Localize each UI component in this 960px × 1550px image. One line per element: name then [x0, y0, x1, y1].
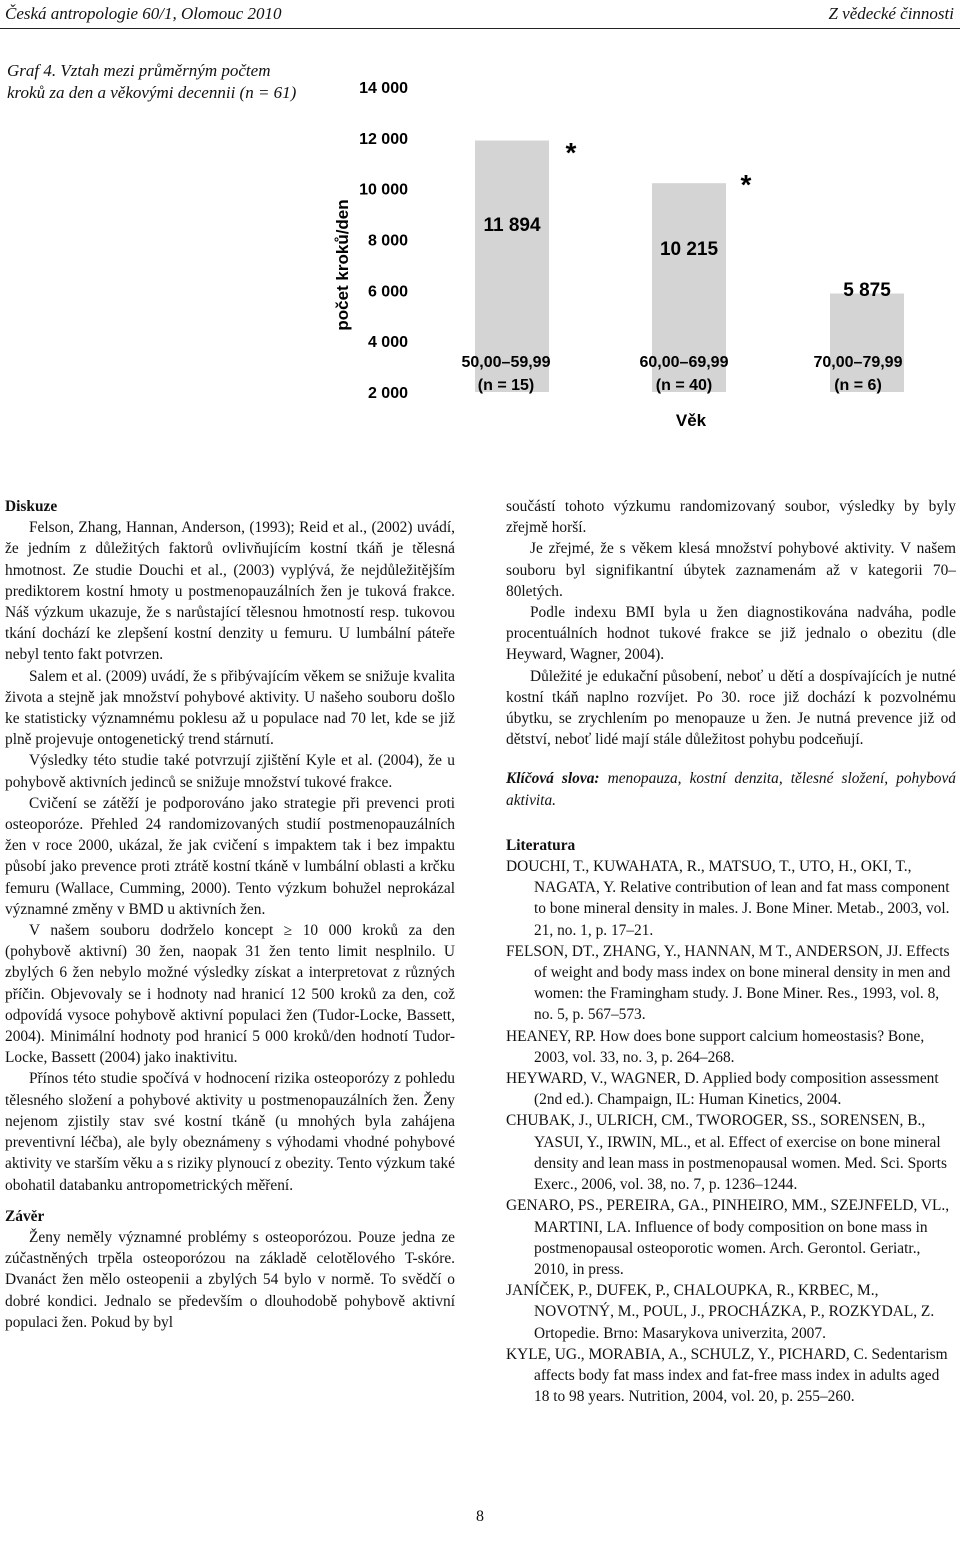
- header-rule: [0, 28, 960, 29]
- x-axis-label: Věk: [675, 411, 707, 430]
- paragraph: Důležité je edukační působení, neboť u dětí a dospívajících je nutné kostní tkáň naplno rozvíjet. Po 30. roce již dochází k pozvolnému úbytku, se zrychlením po menopauze u žen. Je nutná prevence již od dětství, neboť lidé mají stále důležitost pohybu podceňují.: [506, 667, 956, 749]
- y-tick-label: 6 000: [367, 283, 408, 301]
- keywords-label: Klíčová slova:: [506, 770, 600, 788]
- section-heading-zaver: Závěr: [5, 1207, 45, 1225]
- paragraph: Felson, Zhang, Hannan, Anderson, (1993); Reid et al., (2002) uvádí, že jedním z důležitých faktorů ovlivňujícím kostní tkáň je tělesná hmotnost. Ze studie Douchi et al., (2003) vyplývá, že nejdůležitějším prediktorem kostní hmoty u postmenopauzálních žen je tuková frakce. Náš výzkum ukazuje, že s narůstající tělesnou hmotností resp. tukovou tkání dochází ke zlepšení kostní denzity u femuru. U lumbální páteře nebyl tento fakt potvrzen.: [5, 519, 455, 664]
- left-column: [5, 496, 455, 1333]
- x-category-n: (n = 15): [477, 377, 535, 394]
- reference-item: KYLE, UG., MORABIA, A., SCHULZ, Y., PICHARD, C. Sedentarism affects body fat mass index and fat-free mass index in adults aged 18 to 98 years. Nutrition, 2004, vol. 20, p. 255–260.: [506, 1345, 948, 1406]
- y-tick-label: 14 000: [359, 80, 408, 97]
- paragraph: Salem et al. (2009) uvádí, že s přibývajícím věkem se snižuje kvalita života a stejně jak množství pohybové aktivity. U našeho souboru došlo ke statisticky významnému poklesu až u populace nad 70 let, kde se již plně projevuje ontogenetický trend stárnutí.: [5, 667, 455, 749]
- section-heading-literatura: Literatura: [506, 836, 576, 854]
- section-heading-diskuze: Diskuze: [5, 498, 58, 515]
- x-category-label: 50,00–59,99: [461, 354, 551, 371]
- paragraph: Podle indexu BMI byla u žen diagnostikována nadváha, podle procentuálních hodnot tukové frakce se již jednalo o obezitu (dle Heyward, Wagner, 2004).: [506, 604, 956, 664]
- reference-item: CHUBAK, J., ULRICH, CM., TWOROGER, SS., SORENSEN, B., YASUI, Y., IRWIN, ML., et al. Effect of exercise on bone mineral density and lean mass in postmenopausal women. Med. Sci. Sports Exerc., 2006, vol. 38, no. 7, p. 1236–1244.: [506, 1112, 947, 1194]
- y-axis-label: počet kroků/den: [333, 199, 352, 331]
- y-tick-label: 4 000: [367, 334, 408, 352]
- x-category-n: (n = 6): [834, 377, 882, 394]
- x-category-n: (n = 40): [655, 377, 713, 394]
- significance-marker-1: *: [565, 137, 577, 168]
- running-header-journal: Česká antropologie 60/1, Olomouc 2010: [5, 4, 282, 23]
- reference-item: GENARO, PS., PEREIRA, GA., PINHEIRO, MM., SZEJNFELD, VL., MARTINI, LA. Influence of body composition on bone mass in postmenopausal osteoporotic women. Arch. Gerontol. Geriatr., 2010, in press.: [506, 1197, 950, 1278]
- y-tick-label: 10 000: [359, 181, 408, 199]
- y-tick-label: 2 000: [367, 385, 408, 402]
- bar-chart: [320, 60, 940, 440]
- keywords-text: menopauza, kostní denzita, tělesné složení, pohybová aktivita.: [506, 770, 956, 809]
- paragraph: V našem souboru dodrželo koncept ≥ 10 000 kroků za den (pohybově aktivní) 30 žen, naopak 31 žen tento limit nesplnilo. U zbylých 6 žen nebylo možné výsledky získat a interpretovat z různých příčin. Objevovaly se i hodnoty nad hranicí 12 500 kroků za den, což odpovídá vysoce pohybově aktivní populaci žen (Tudor-Locke, Bassett, 2004). Minimální hodnoty pod hranicí 5 000 kroků/den hodnotí Tudor-Locke, Bassett (2004) jako inaktivitu.: [5, 922, 455, 1067]
- x-category-label: 70,00–79,99: [813, 354, 903, 371]
- y-axis-ticks: [359, 80, 408, 402]
- paragraph: součástí tohoto výzkumu randomizovaný soubor, výsledky by byly zřejmě horší.: [506, 498, 956, 537]
- reference-item: JANÍČEK, P., DUFEK, P., CHALOUPKA, R., KRBEC, M., NOVOTNÝ, M., POUL, J., PROCHÁZKA, P., ROZKYDAL, Z. Ortopedie. Brno: Masarykova univerzita, 2007.: [506, 1282, 935, 1342]
- paragraph: Cvičení se zátěží je podporováno jako strategie při prevenci proti osteoporóze. Přehled 24 randomizovaných studií postmenopauzálních žen v roce 2000, ukázal, že jak cvičení s impaktem tak i bez impaktu působí jako prevence proti ztrátě kostní tkáně v lumbální oblasti a krčku femuru (Wallace, Cumming, 2000). Tento výzkum bohužel neprokázal významné změny v BMD u aktivních žen.: [5, 794, 455, 918]
- significance-marker-2: *: [740, 169, 752, 200]
- running-header-section: Z vědecké činnosti: [828, 4, 954, 23]
- reference-list: [506, 856, 956, 1407]
- y-tick-label: 8 000: [367, 232, 408, 250]
- bar-value-label: 10 215: [659, 239, 719, 260]
- figure-caption: Graf 4. Vztah mezi průměrným počtem kroků za den a věkovými decennii (n = 61): [7, 61, 297, 102]
- paragraph: Výsledky této studie také potvrzují zjištění Kyle et al. (2004), že u pohybově aktivních jedinců se snižuje množství tukové frakce.: [5, 752, 455, 791]
- page-number: 8: [476, 1508, 484, 1525]
- paragraph: Je zřejmé, že s věkem klesá množství pohybové aktivity. V našem souboru byl signifikantní úbytek zaznamenám až v kategorii 70–80letých.: [506, 540, 956, 600]
- paragraph: Přínos této studie spočívá v hodnocení rizika osteoporózy z pohledu tělesného složení a pohybové aktivity u postmenopauzálních žen. Ženy nejenom zjistily stav své kostní tkáně (u mnohých byla zahájena preventivní léčba), ale byly obeznámeny s výhodami vhodné pohybové aktivity ve starším věku a s riziky plynoucí z obezity. Tento výzkum také obohatil databanku antropometrických měření.: [5, 1070, 455, 1194]
- reference-item: HEANEY, RP. How does bone support calcium homeostasis? Bone, 2003, vol. 33, no. 3, p. 264–268.: [506, 1027, 925, 1066]
- keywords: [506, 768, 956, 810]
- bar-value-label: 11 894: [483, 215, 541, 236]
- right-column: [506, 496, 956, 1407]
- y-tick-label: 12 000: [359, 130, 408, 148]
- reference-item: DOUCHI, T., KUWAHATA, R., MATSUO, T., UTO, H., OKI, T., NAGATA, Y. Relative contribution of lean and fat mass component to bone mineral density in males. J. Bone Miner. Metab., 2003, vol. 21, no. 1, p. 17–21.: [506, 858, 950, 939]
- bar-value-label: 5 875: [843, 280, 891, 301]
- paragraph: Ženy neměly významné problémy s osteoporózou. Pouze jedna ze zúčastněných trpěla osteoporózou na základě celotělového T-skóre. Dvanáct žen mělo osteopenii a zbylých 54 bylo v normě. To svědčí o dobré kondici. Jednalo se především o dlouhodobě pohybově aktivní populaci žen. Pokud by byl: [5, 1228, 455, 1331]
- reference-item: FELSON, DT., ZHANG, Y., HANNAN, M T., ANDERSON, JJ. Effects of weight and body mass index on bone mineral density in men and women: the Framingham study. J. Bone Miner. Res., 1993, vol. 8, no. 5, p. 567–573.: [506, 942, 951, 1024]
- x-category-label: 60,00–69,99: [639, 354, 729, 371]
- reference-item: HEYWARD, V., WAGNER, D. Applied body composition assessment (2nd ed.). Champaign, IL: Human Kinetics, 2004.: [506, 1070, 939, 1109]
